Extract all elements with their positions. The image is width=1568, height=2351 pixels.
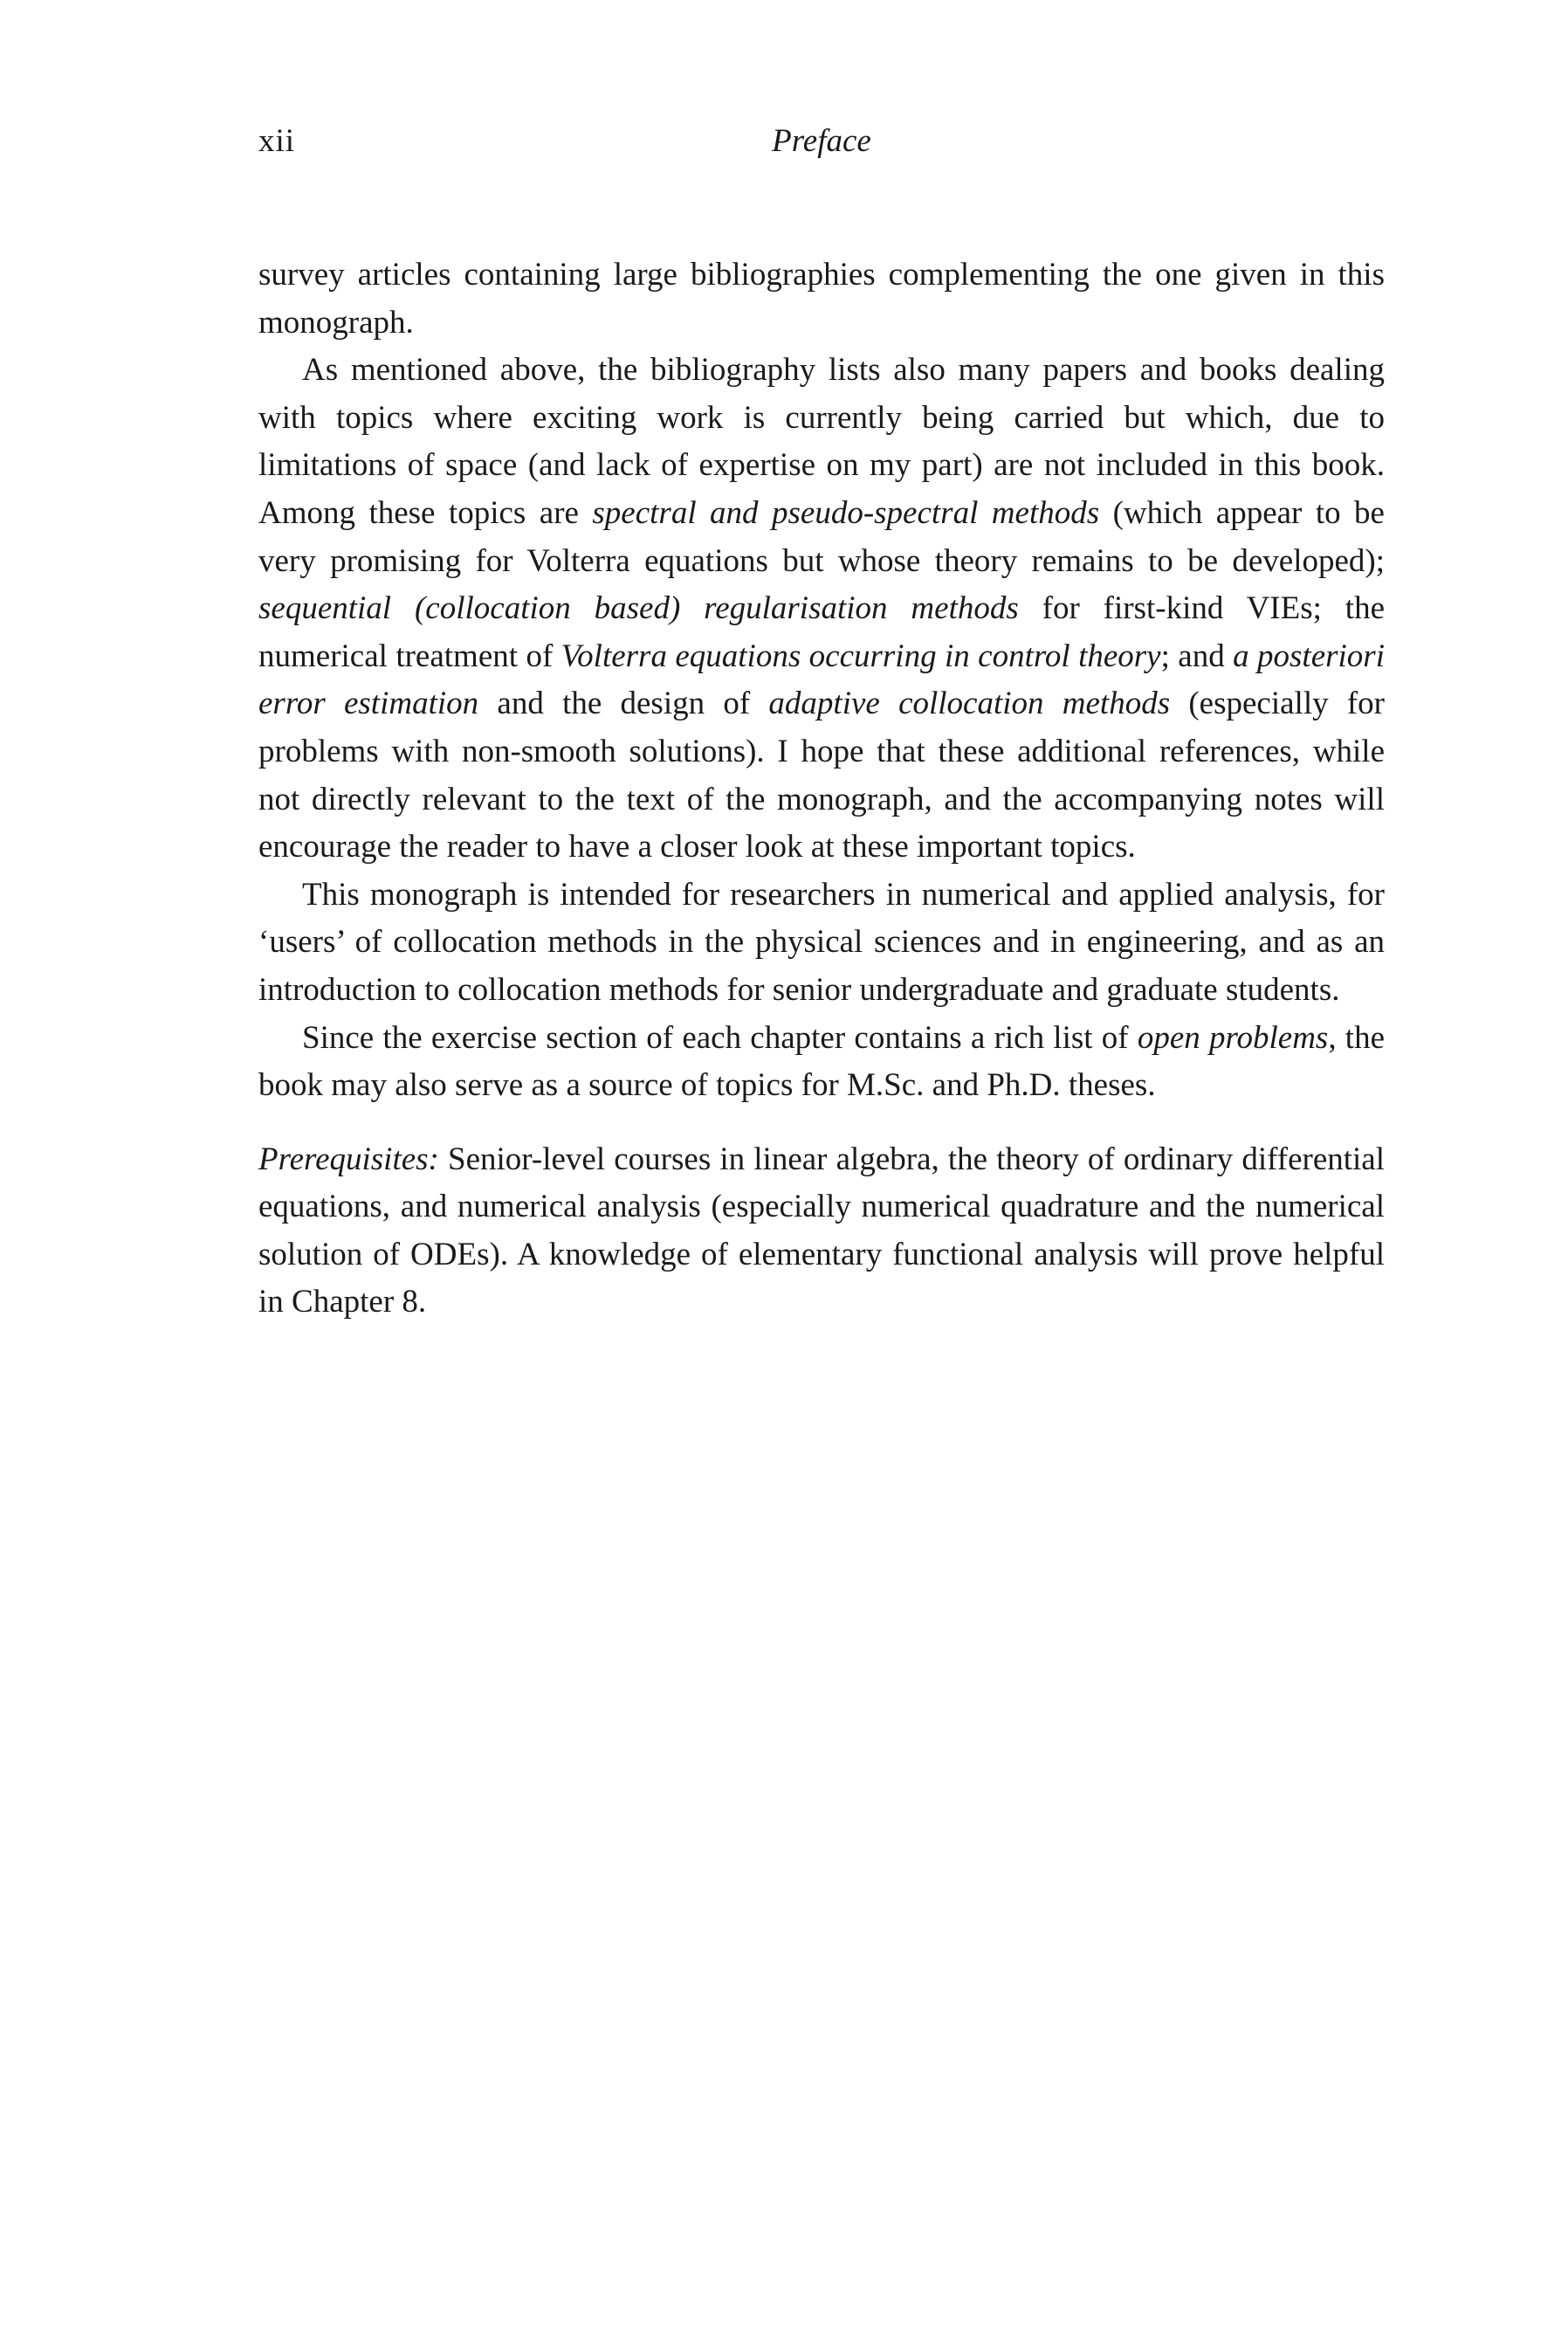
emphasis-open-problems: open problems	[1137, 1019, 1329, 1056]
text-segment: for first-kind VIEs; the numerical treatment of	[258, 590, 1385, 674]
document-page	[258, 0, 1385, 2351]
text-segment: , the book may also serve as a source of topics for M.Sc. and Ph.D. theses.	[258, 1019, 1386, 1104]
prerequisites-label: Prerequisites:	[258, 1141, 439, 1177]
running-title: Preface	[772, 123, 871, 159]
text-segment: This monograph is intended for researchers in numerical and applied analysis, for ‘users’ of collocation methods in the physical sciences and in engineering, and as an introduction to collocation methods for senior undergraduate and graduate students.	[258, 876, 1385, 1008]
emphasis-adaptive-collocation: adaptive collocation methods	[768, 686, 1171, 722]
text-segment: and the design of	[478, 686, 769, 722]
text-segment: Since the exercise section of each chapter contains a rich list of	[302, 1019, 1138, 1056]
body-text	[258, 252, 1385, 1327]
emphasis-control-theory: Volterra equations occurring in control theory	[560, 638, 1161, 674]
paragraph-4	[258, 1015, 1385, 1110]
paragraph-2	[258, 347, 1385, 872]
text-segment: survey articles containing large bibliographies complementing the one given in this monograph.	[258, 257, 1385, 341]
emphasis-regularisation-methods: sequential (collocation based) regularisation methods	[258, 590, 1019, 627]
text-segment: (especially for problems with non-smooth solutions). I hope that these additional references, while not directly relevant to the text of the monograph, and the accompanying notes will encourage the reader to have a closer look at these important topics.	[258, 686, 1385, 865]
prerequisites-paragraph	[258, 1136, 1385, 1327]
prerequisites-text: Senior-level courses in linear algebra, the theory of ordinary differential equations, and numerical analysis (especially numerical quadrature and the numerical solution of ODEs). A knowledge of elementary functional analysis will prove helpful in Chapter 8.	[258, 1141, 1385, 1320]
text-segment: ; and	[1160, 638, 1234, 674]
text-segment: (which appear to be very promising for Volterra equations but whose theory remains to be developed);	[258, 494, 1385, 579]
emphasis-spectral-methods: spectral and pseudo-spectral methods	[592, 494, 1100, 531]
paragraph-1	[258, 252, 1385, 347]
text-segment: As mentioned above, the bibliography lists also many papers and books dealing with topics where exciting work is currently being carried but which, due to limitations of space (and lack of expertise on my part) are not included in this book. Among these topics are	[258, 352, 1385, 531]
running-header	[258, 122, 1385, 175]
paragraph-3	[258, 872, 1385, 1015]
page-number: xii	[258, 123, 296, 159]
emphasis-error-estimation: a posteriori error estimation	[258, 638, 1385, 722]
